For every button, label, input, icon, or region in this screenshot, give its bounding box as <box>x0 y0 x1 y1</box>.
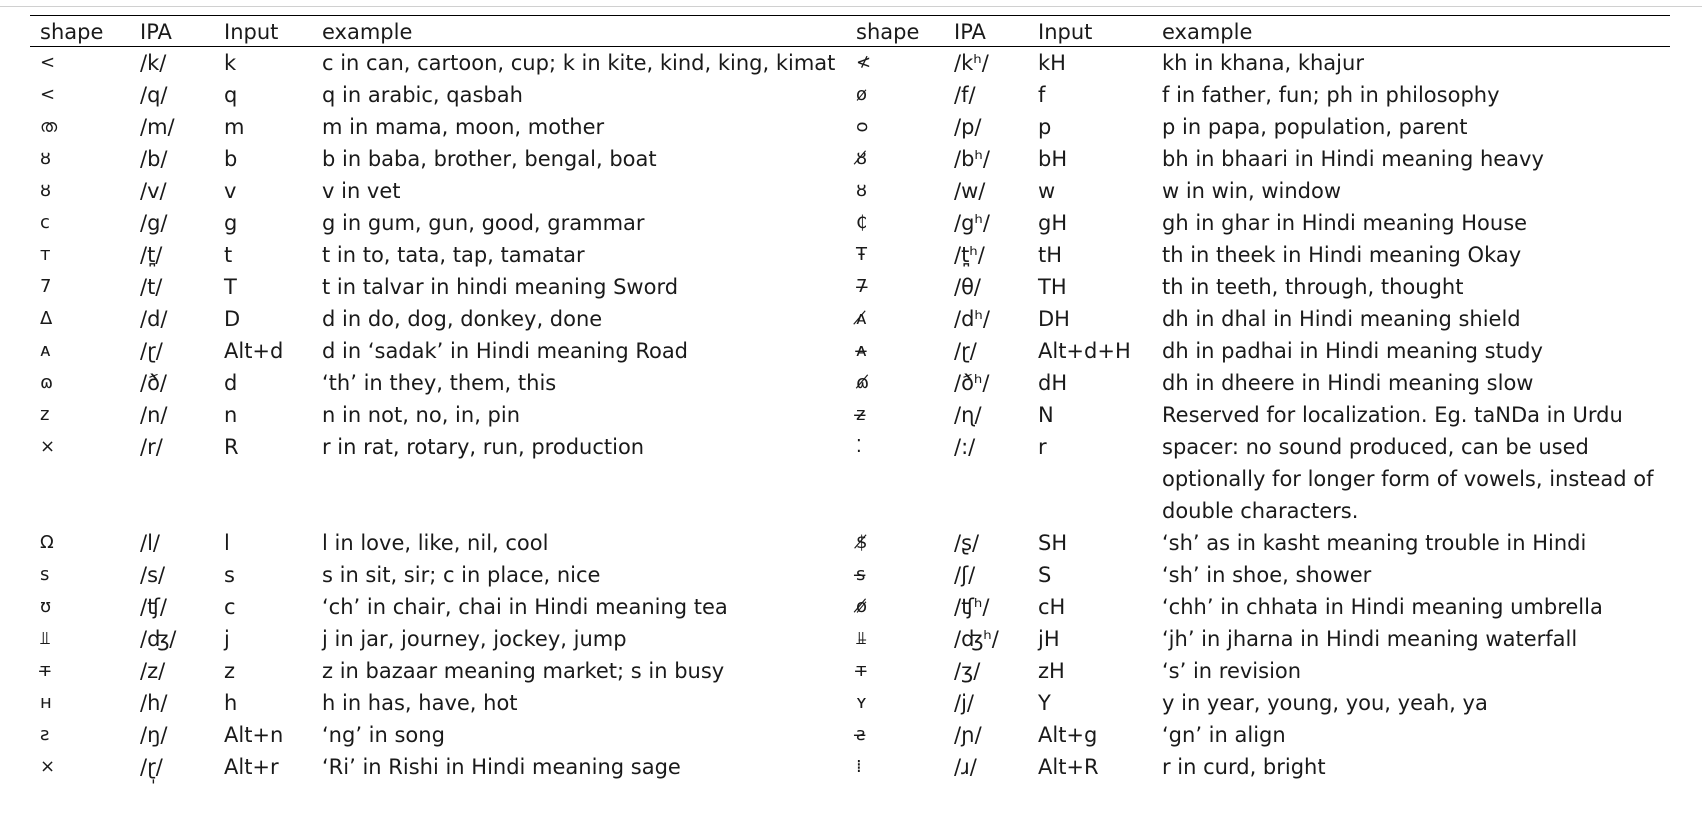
ipa-cell: /ʧʰ/ <box>954 595 990 619</box>
example-cell: th in teeth, through, thought <box>1162 275 1464 299</box>
input-cell: SH <box>1038 531 1068 555</box>
header-example-2: example <box>1162 20 1253 44</box>
ipa-cell: /ʧ/ <box>140 595 167 619</box>
input-cell: tH <box>1038 243 1063 267</box>
example-cell: p in papa, population, parent <box>1162 115 1468 139</box>
shape-cell: ʊ <box>40 596 52 617</box>
shape-cell: ȣ <box>40 148 51 169</box>
table-row <box>30 751 1670 783</box>
example-cell: dh in dhal in Hindi meaning shield <box>1162 307 1521 331</box>
table-row <box>30 367 1670 399</box>
example-cell: ‘th’ in they, them, this <box>322 371 557 395</box>
input-cell: Alt+R <box>1038 755 1099 779</box>
table-row <box>30 527 1670 559</box>
shape-cell: ᴛ <box>40 244 51 265</box>
table-row <box>30 111 1670 143</box>
table-row <box>30 207 1670 239</box>
input-cell: Alt+d+H <box>1038 339 1131 363</box>
example-cell: q in arabic, qasbah <box>322 83 523 107</box>
shape-cell: ᴀ̸ <box>856 308 867 329</box>
input-cell: n <box>224 403 238 427</box>
ipa-cell: /ɽ/ <box>140 339 163 363</box>
example-cell: th in theek in Hindi meaning Okay <box>1162 243 1522 267</box>
example-cell: ‘gn’ in align <box>1162 723 1286 747</box>
table-row <box>30 591 1670 623</box>
shape-cell: ꜱ <box>40 564 50 585</box>
example-cell: r in rat, rotary, run, production <box>322 435 645 459</box>
example-cell: Reserved for localization. Eg. taNDa in Urdu <box>1162 403 1623 427</box>
example-cell: h in has, have, hot <box>322 691 518 715</box>
ipa-cell: /θ/ <box>954 275 981 299</box>
shape-cell: ƨ̶ <box>856 724 866 745</box>
input-cell: cH <box>1038 595 1066 619</box>
example-cell: kh in khana, khajur <box>1162 51 1364 75</box>
input-cell: DH <box>1038 307 1070 331</box>
ipa-cell: /l/ <box>140 531 160 555</box>
ipa-cell: /ʃ/ <box>954 563 976 587</box>
example-cell: r in curd, bright <box>1162 755 1326 779</box>
example-cell: g in gum, gun, good, grammar <box>322 211 645 235</box>
example-cell: d in do, dog, donkey, done <box>322 307 603 331</box>
table-row <box>30 687 1670 719</box>
input-cell: Alt+n <box>224 723 284 747</box>
header-ipa: IPA <box>140 20 172 44</box>
example-cell: dh in padhai in Hindi meaning study <box>1162 339 1543 363</box>
shape-cell: Δ <box>40 308 53 329</box>
ipa-cell: /s/ <box>140 563 166 587</box>
input-cell: b <box>224 147 238 171</box>
input-cell: Alt+d <box>224 339 284 363</box>
header-shape: shape <box>40 20 104 44</box>
ipa-cell: /j/ <box>954 691 974 715</box>
input-cell: T <box>224 275 237 299</box>
phoneme-table <box>30 15 1670 783</box>
example-cell: gh in ghar in Hindi meaning House <box>1162 211 1528 235</box>
ipa-cell: /r/ <box>140 435 163 459</box>
ipa-cell: /q/ <box>140 83 168 107</box>
input-cell: zH <box>1038 659 1065 683</box>
shape-cell: ɷ̸ <box>856 372 870 393</box>
input-cell: D <box>224 307 241 331</box>
ipa-cell: /ɳ/ <box>954 403 982 427</box>
table-row <box>30 303 1670 335</box>
header-ipa-2: IPA <box>954 20 986 44</box>
input-cell: w <box>1038 179 1056 203</box>
example-cell: n in not, no, in, pin <box>322 403 521 427</box>
ipa-cell: /ʤ/ <box>140 627 177 651</box>
ipa-cell: /t̪ʰ/ <box>954 243 985 267</box>
input-cell: q <box>224 83 238 107</box>
input-cell: z <box>224 659 236 683</box>
ipa-cell: /:/ <box>954 435 976 459</box>
shape-cell: ȣ <box>856 180 867 201</box>
example-cell: l in love, like, nil, cool <box>322 531 549 555</box>
example-cell: ‘s’ in revision <box>1162 659 1302 683</box>
ipa-cell: /kʰ/ <box>954 51 989 75</box>
example-cell: j in jar, journey, jockey, jump <box>322 627 627 651</box>
input-cell: v <box>224 179 237 203</box>
shape-cell: ≮ <box>856 52 872 73</box>
shape-cell: ᴛ̶ <box>856 660 867 681</box>
example-cell: d in ‘sadak’ in Hindi meaning Road <box>322 339 689 363</box>
input-cell: TH <box>1038 275 1067 299</box>
shape-cell: ᴢ <box>40 404 50 425</box>
phoneme-table-container <box>30 15 1670 783</box>
shape-cell: $̸ <box>856 532 868 553</box>
ipa-cell: /f/ <box>954 83 976 107</box>
shape-cell: < <box>40 84 56 105</box>
example-cell: ‘Ri’ in Rishi in Hindi meaning sage <box>322 755 681 779</box>
ipa-cell: /t/ <box>140 275 163 299</box>
input-cell: p <box>1038 115 1052 139</box>
ipa-cell: /d/ <box>140 307 168 331</box>
ipa-cell: /v/ <box>140 179 167 203</box>
example-cell: v in vet <box>322 179 401 203</box>
shape-cell: ɷ <box>40 372 54 393</box>
table-row <box>30 239 1670 271</box>
input-cell: c <box>224 595 236 619</box>
ipa-cell: /ðʰ/ <box>954 371 990 395</box>
input-cell: bH <box>1038 147 1068 171</box>
input-cell: N <box>1038 403 1054 427</box>
input-cell: j <box>224 627 230 651</box>
header-row <box>30 16 1670 47</box>
example-cell: ‘jh’ in jharna in Hindi meaning waterfall <box>1162 627 1578 651</box>
example-cell: t in talvar in hindi meaning Sword <box>322 275 679 299</box>
input-cell: R <box>224 435 239 459</box>
ipa-cell: /ŋ/ <box>140 723 168 747</box>
header-input: Input <box>224 20 279 44</box>
example-cell: ‘ch’ in chair, chai in Hindi meaning tea <box>322 595 728 619</box>
ipa-cell: /dʰ/ <box>954 307 990 331</box>
shape-cell: ø̸ <box>856 596 868 617</box>
ipa-cell: /ɽ/ <box>954 339 977 363</box>
shape-cell: ʏ <box>856 692 867 713</box>
input-cell: kH <box>1038 51 1066 75</box>
top-rule <box>0 6 1702 7</box>
ipa-cell: /bʰ/ <box>954 147 990 171</box>
shape-cell: Ŧ <box>856 244 867 265</box>
input-cell: dH <box>1038 371 1068 395</box>
table-row <box>30 47 1670 80</box>
example-cell: y in year, young, you, yeah, ya <box>1162 691 1488 715</box>
shape-cell: ꜱ̶ <box>856 564 866 585</box>
ipa-cell: /h/ <box>140 691 168 715</box>
input-cell: k <box>224 51 237 75</box>
table-row <box>30 623 1670 655</box>
ipa-cell: /ʤʰ/ <box>954 627 999 651</box>
input-cell: Alt+r <box>224 755 279 779</box>
example-cell: f in father, fun; ph in philosophy <box>1162 83 1500 107</box>
input-cell: h <box>224 691 238 715</box>
header-input-2: Input <box>1038 20 1093 44</box>
input-cell: l <box>224 531 230 555</box>
example-cell: dh in dheere in Hindi meaning slow <box>1162 371 1534 395</box>
shape-cell: 7 <box>40 276 52 297</box>
header-shape-2: shape <box>856 20 920 44</box>
table-row <box>30 79 1670 111</box>
input-cell: Y <box>1038 691 1051 715</box>
example-cell: ‘ng’ in song <box>322 723 445 747</box>
example-cell: s in sit, sir; c in place, nice <box>322 563 601 587</box>
input-cell: gH <box>1038 211 1068 235</box>
example-cell: spacer: no sound produced, can be used optionally for longer form of vowels, instead of double characters. <box>1162 435 1654 523</box>
input-cell: m <box>224 115 245 139</box>
table-row <box>30 719 1670 751</box>
table-row <box>30 175 1670 207</box>
table-row <box>30 335 1670 367</box>
ipa-cell: /ʂ/ <box>954 531 980 555</box>
shape-cell: ᴀ̶ <box>856 340 867 361</box>
input-cell: Alt+g <box>1038 723 1098 747</box>
ipa-cell: /ð/ <box>140 371 167 395</box>
input-cell: t <box>224 243 233 267</box>
ipa-cell: /k/ <box>140 51 167 75</box>
ipa-cell: /w/ <box>954 179 986 203</box>
shape-cell: ₵ <box>856 212 868 233</box>
table-row <box>30 271 1670 303</box>
ipa-cell: /g/ <box>140 211 168 235</box>
input-cell: f <box>1038 83 1046 107</box>
shape-cell: ⫫̶ <box>856 628 867 649</box>
shape-cell: ʜ <box>40 692 52 713</box>
shape-cell: ⫫ <box>40 628 51 649</box>
ipa-cell: /m/ <box>140 115 175 139</box>
shape-cell: ᴢ̶ <box>856 404 866 425</box>
example-cell: ‘chh’ in chhata in Hindi meaning umbrella <box>1162 595 1603 619</box>
input-cell: r <box>1038 435 1047 459</box>
example-cell: b in baba, brother, bengal, boat <box>322 147 657 171</box>
shape-cell: ᴛ̶ <box>40 660 51 681</box>
shape-cell: < <box>40 52 56 73</box>
ipa-cell: /gʰ/ <box>954 211 990 235</box>
shape-cell: × <box>40 436 56 457</box>
example-cell: t in to, tata, tap, tamatar <box>322 243 585 267</box>
header-example: example <box>322 20 413 44</box>
table-body <box>30 47 1670 784</box>
shape-cell: ᴑ <box>856 116 869 137</box>
ipa-cell: /ʒ/ <box>954 659 981 683</box>
ipa-cell: /p/ <box>954 115 982 139</box>
ipa-cell: /n/ <box>140 403 168 427</box>
table-row <box>30 143 1670 175</box>
input-cell: d <box>224 371 238 395</box>
shape-cell: ᴀ <box>40 340 51 361</box>
input-cell: S <box>1038 563 1052 587</box>
ipa-cell: /b/ <box>140 147 168 171</box>
table-row <box>30 655 1670 687</box>
shape-cell: ⁚ <box>856 436 862 457</box>
ipa-cell: /z/ <box>140 659 166 683</box>
ipa-cell: /ɽ̩/ <box>140 755 163 779</box>
shape-cell: ത <box>40 116 58 137</box>
input-cell: s <box>224 563 235 587</box>
table-row <box>30 559 1670 591</box>
shape-cell: × <box>40 756 56 777</box>
example-cell: c in can, cartoon, cup; k in kite, kind, king, kimat <box>322 51 836 75</box>
table-row <box>30 431 1670 527</box>
shape-cell: 7̶ <box>856 276 868 297</box>
shape-cell: ȣ <box>40 180 51 201</box>
shape-cell: ƨ <box>40 724 50 745</box>
shape-cell: ø <box>856 84 868 105</box>
ipa-cell: /ɹ/ <box>954 755 977 779</box>
input-cell: jH <box>1038 627 1060 651</box>
input-cell: g <box>224 211 238 235</box>
example-cell: ‘sh’ in shoe, shower <box>1162 563 1372 587</box>
table-row <box>30 399 1670 431</box>
example-cell: m in mama, moon, mother <box>322 115 605 139</box>
example-cell: ‘sh’ as in kasht meaning trouble in Hindi <box>1162 531 1587 555</box>
shape-cell: ȣ̸ <box>856 148 867 169</box>
example-cell: bh in bhaari in Hindi meaning heavy <box>1162 147 1544 171</box>
example-cell: w in win, window <box>1162 179 1342 203</box>
shape-cell: ᴄ <box>40 212 50 233</box>
shape-cell: Ω <box>40 532 54 553</box>
ipa-cell: /t̪/ <box>140 243 163 267</box>
shape-cell: ⁞ <box>856 756 862 777</box>
ipa-cell: /ɲ/ <box>954 723 982 747</box>
example-cell: z in bazaar meaning market; s in busy <box>322 659 725 683</box>
